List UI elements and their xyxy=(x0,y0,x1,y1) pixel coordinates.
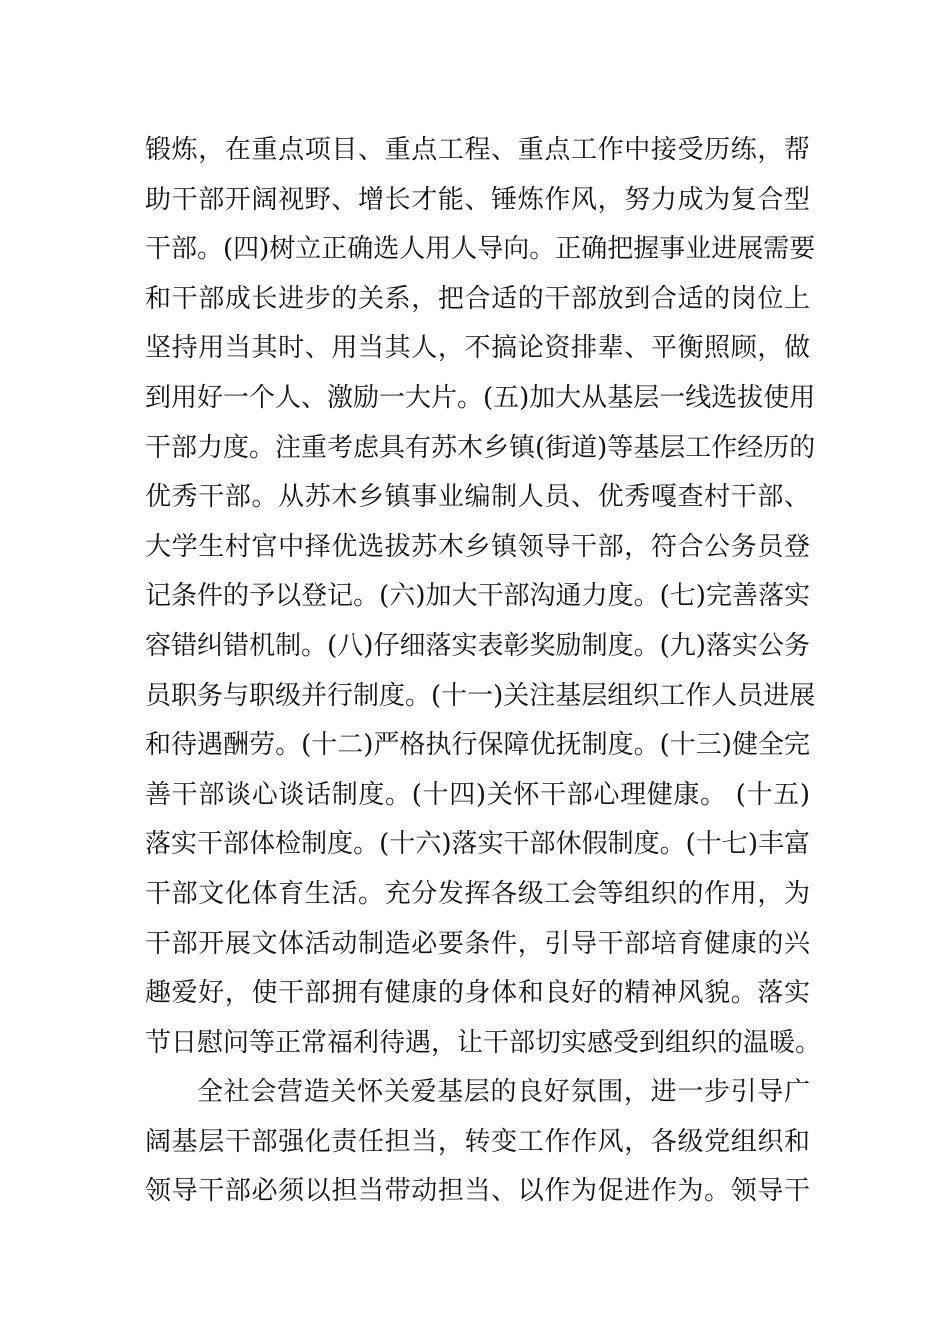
text-line: 全社会营造关怀关爱基层的良好氛围，进一步引导广 xyxy=(197,1077,810,1108)
text-line: 容错纠错机制。(八)仔细落实表彰奖励制度。(九)落实公务 xyxy=(145,630,810,661)
text-line: 优秀干部。从苏木乡镇事业编制人员、优秀嘎查村干部、 xyxy=(145,482,810,513)
text-line: 和干部成长进步的关系，把合适的干部放到合适的岗位上 xyxy=(145,283,810,314)
text-line: 员职务与职级并行制度。(十一)关注基层组织工作人员进展 xyxy=(145,680,816,711)
text-line: 坚持用当其时、用当其人，不搞论资排辈、平衡照顾，做 xyxy=(145,333,810,364)
text-line: 善干部谈心谈话制度。(十四)关怀干部心理健康。 (十五) xyxy=(145,779,810,810)
text-line: 节日慰问等正常福利待遇，让干部切实感受到组织的温暖。 xyxy=(145,1027,822,1058)
text-line: 干部开展文体活动制造必要条件，引导干部培育健康的兴 xyxy=(145,928,810,959)
text-line: 领导干部必须以担当带动担当、以作为促进作为。领导干 xyxy=(145,1176,810,1207)
text-line: 阔基层干部强化责任担当，转变工作作风，各级党组织和 xyxy=(145,1126,810,1157)
text-line: 记条件的予以登记。(六)加大干部沟通力度。(七)完善落实 xyxy=(145,581,810,612)
body-text xyxy=(145,126,822,1217)
text-line: 锻炼，在重点项目、重点工程、重点工作中接受历练，帮 xyxy=(145,135,810,165)
text-line: 落实干部体检制度。(十六)落实干部休假制度。(十七)丰富 xyxy=(145,829,810,860)
text-line: 趣爱好，使干部拥有健康的身体和良好的精神风貌。落实 xyxy=(145,978,810,1009)
text-line: 干部文化体育生活。充分发挥各级工会等组织的作用，为 xyxy=(145,878,810,909)
text-line: 大学生村官中择优选拔苏木乡镇领导干部，符合公务员登 xyxy=(145,531,810,562)
text-line: 和待遇酬劳。(十二)严格执行保障优抚制度。(十三)健全完 xyxy=(145,730,810,761)
text-line: 干部。(四)树立正确选人用人导向。正确把握事业进展需要 xyxy=(145,234,816,265)
text-line: 到用好一个人、激励一大片。(五)加大从基层一线选拔使用 xyxy=(145,382,816,413)
text-line: 干部力度。注重考虑具有苏木乡镇(街道)等基层工作经历的 xyxy=(145,432,816,463)
text-line: 助干部开阔视野、增长才能、锤炼作风，努力成为复合型 xyxy=(145,184,810,215)
